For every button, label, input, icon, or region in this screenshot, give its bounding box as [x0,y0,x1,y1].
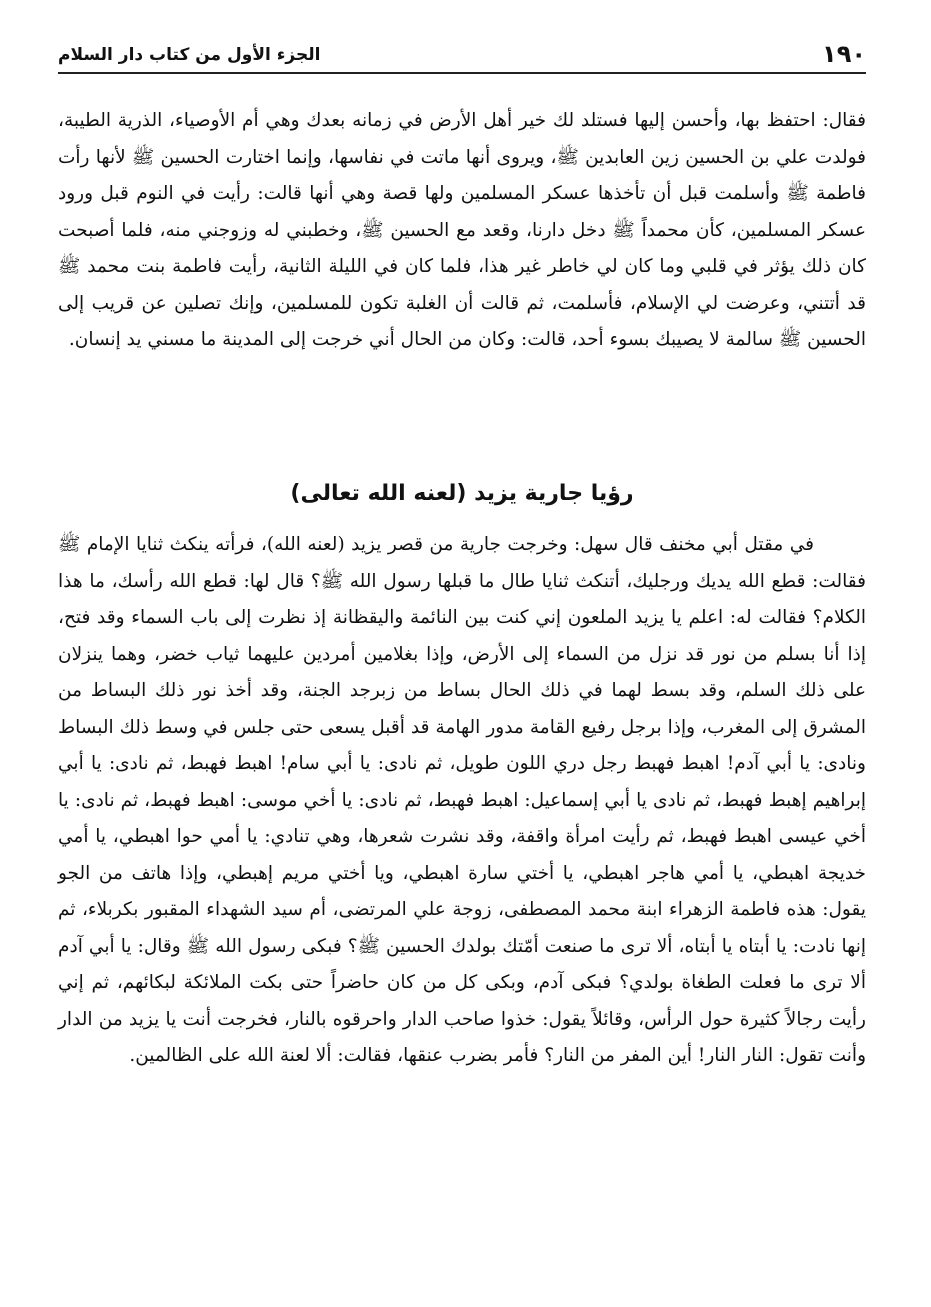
page-number: ١٩٠ [822,40,866,68]
body-paragraph-2: في مقتل أبي مخنف قال سهل: وخرجت جارية من قصر يزيد (لعنه الله)، فرأته ينكث ثنايا الإمام ﷺ فقالت: قطع الله يديك ورجليك، أتنكث ثنايا طال ما قبلها رسول الله ﷺ؟ قال لها: قطع الله رأسك، ما هذا الكلام؟ فقالت له: اعلم يا يزيد الملعون إني كنت بين النائمة واليقظانة إذ نظرت إلى باب السماء وقد فتح، إذا أنا بسلم من نور قد نزل من السماء إلى الأرض، وإذا بغلامين أمردين عليهما ثياب خضر، وهما ينزلان على ذلك السلم، وقد بسط لهما في ذلك الحال بساط من زبرجد الجنة، وقد أخذ نور ذلك البساط من المشرق إلى المغرب، وإذا برجل رفيع القامة مدور الهامة قد أقبل يسعى حتى جلس في وسط ذلك البساط ونادى: يا أبي آدم! اهبط فهبط رجل دري اللون طويل، ثم نادى: يا أبي سام! اهبط فهبط، ثم نادى: يا أبي إبراهيم إهبط فهبط، ثم نادى يا أبي إسماعيل: اهبط فهبط، ثم نادى: يا أخي موسى: اهبط فهبط، ثم نادى: يا أخي عيسى اهبط فهبط، ثم رأيت امرأة واقفة، وقد نشرت شعرها، وهي تنادي: يا أمي حوا اهبطي، يا أمي خديجة اهبطي، يا أمي هاجر اهبطي، يا أختي سارة اهبطي، ويا أختي مريم إهبطي، وإذا هاتف من الجو يقول: هذه فاطمة الزهراء ابنة محمد المصطفى، زوجة علي المرتضى، أم سيد الشهداء المقبور بكربلاء، ثم إنها نادت: يا أبتاه يا أبتاه، ألا ترى ما صنعت أمّتك بولدك الحسين ﷺ؟ فبكى رسول الله ﷺ وقال: يا أبي آدم ألا ترى ما فعلت الطغاة بولدي؟ فبكى آدم، وبكى كل من كان حاضراً حتى بكت الملائكة لبكائهم، ثم إني رأيت رجالاً كثيرة حول الرأس، وقائلاً يقول: خذوا صاحب الدار واحرقوه بالنار، فخرجت أنت يا يزيد من الدار وأنت تقول: النار النار! أين المفر من النار؟ فأمر بضرب عنقها، فقالت: ألا لعنة الله على الظالمين. [58,534,866,1066]
running-header [58,30,866,70]
book-title: الجزء الأول من كتاب دار السلام [58,45,321,65]
body-paragraph-1: فقال: احتفظ بها، وأحسن إليها فستلد لك خير أهل الأرض في زمانه بعدك وهي أم الأوصياء، الذرية الطيبة، فولدت علي بن الحسين زين العابدين ﷺ، ويروى أنها ماتت في نفاسها، وإنما اختارت الحسين ﷺ لأنها رأت فاطمة ﷺ وأسلمت قبل أن تأخذها عسكر المسلمين ولها قصة وهي أنها قالت: رأيت في النوم قبل ورود عسكر المسلمين، كأن محمداً ﷺ دخل دارنا، وقعد مع الحسين ﷺ، وخطبني له وزوجني منه، فلما أصبحت كان ذلك يؤثر في قلبي وما كان لي خاطر غير هذا، فلما كان في الليلة الثانية، رأيت فاطمة بنت محمد ﷺ قد أتتني، وعرضت لي الإسلام، فأسلمت، ثم قالت أن الغلبة تكون للمسلمين، وإنك تصلين عن قريب إلى الحسين ﷺ سالمة لا يصيبك بسوء أحد، قالت: وكان من الحال أني خرجت إلى المدينة ما مسني يد إنسان. [58,110,866,350]
header-rule [58,72,866,74]
section-heading: رؤيا جارية يزيد (لعنه الله تعالى) [290,481,634,506]
